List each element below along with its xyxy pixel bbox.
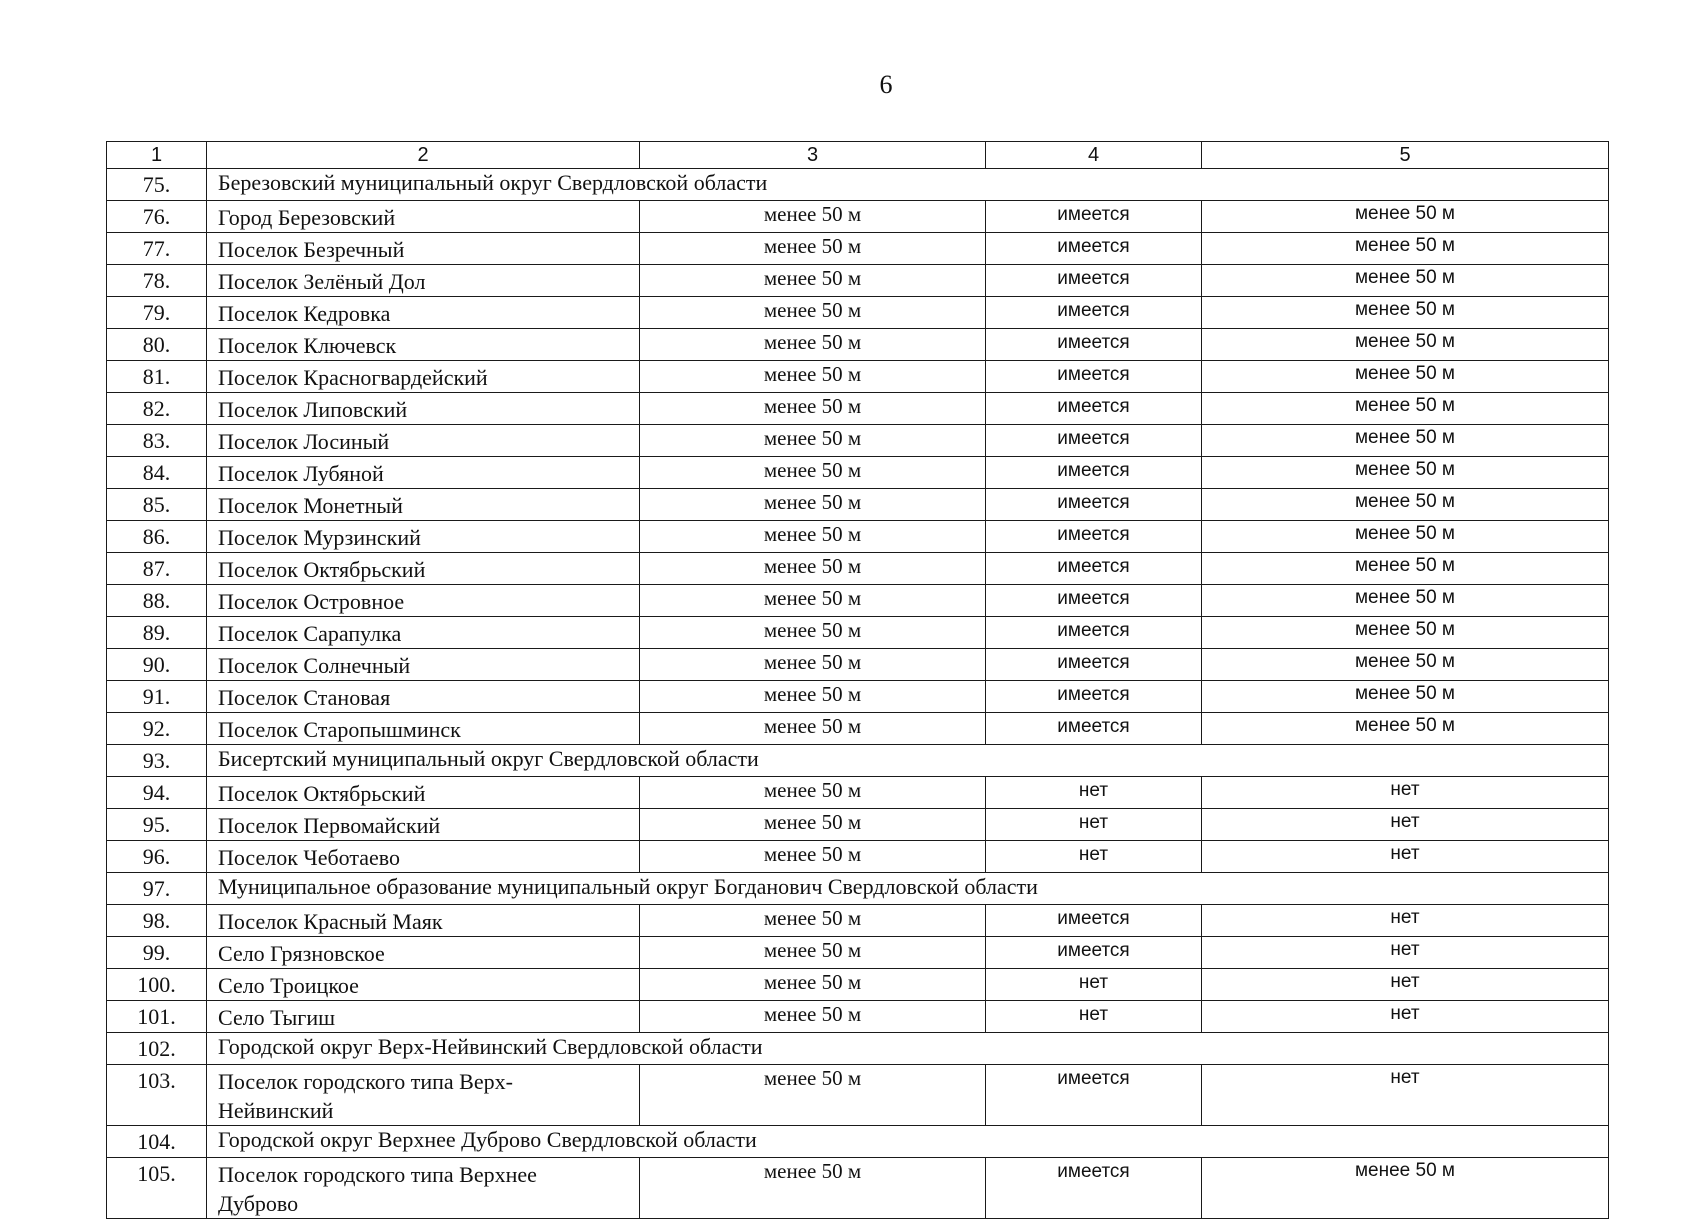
availability-value: имеется (986, 1065, 1202, 1126)
availability-value: имеется (986, 233, 1202, 265)
table-body (107, 142, 1609, 1219)
distance-value: менее 50 м (640, 521, 986, 553)
settlement-name: Поселок Красногвардейский (207, 361, 640, 393)
settlement-name: Поселок Становая (207, 681, 640, 713)
distance-value-2: менее 50 м (1202, 1158, 1609, 1219)
settlement-name: Поселок Ключевск (207, 329, 640, 361)
group-row (107, 169, 1609, 201)
availability-value: имеется (986, 457, 1202, 489)
distance-value: менее 50 м (640, 393, 986, 425)
row-number: 96. (107, 841, 207, 873)
availability-value: имеется (986, 585, 1202, 617)
row-number: 94. (107, 777, 207, 809)
distance-value-2: менее 50 м (1202, 713, 1609, 745)
group-title: Городской округ Верх-Нейвинский Свердловской области (207, 1033, 1609, 1065)
distance-value: менее 50 м (640, 233, 986, 265)
settlement-name: Поселок Лосиный (207, 425, 640, 457)
row-number: 86. (107, 521, 207, 553)
availability-value: нет (986, 777, 1202, 809)
availability-value: имеется (986, 553, 1202, 585)
settlement-name: Поселок Липовский (207, 393, 640, 425)
table-row (107, 841, 1609, 873)
row-number: 90. (107, 649, 207, 681)
settlement-name: Поселок Чеботаево (207, 841, 640, 873)
row-number: 80. (107, 329, 207, 361)
table-row (107, 777, 1609, 809)
settlement-name: Поселок Зелёный Дол (207, 265, 640, 297)
distance-value: менее 50 м (640, 265, 986, 297)
distance-value: менее 50 м (640, 1065, 986, 1126)
distance-value: менее 50 м (640, 649, 986, 681)
availability-value: имеется (986, 489, 1202, 521)
settlement-name: Село Троицкое (207, 969, 640, 1001)
distance-value-2: нет (1202, 1001, 1609, 1033)
column-header-2: 2 (207, 142, 640, 169)
availability-value: имеется (986, 649, 1202, 681)
group-row (107, 1126, 1609, 1158)
distance-value-2: менее 50 м (1202, 585, 1609, 617)
distance-value: менее 50 м (640, 425, 986, 457)
distance-value-2: менее 50 м (1202, 265, 1609, 297)
settlement-name: Село Тыгиш (207, 1001, 640, 1033)
availability-value: имеется (986, 201, 1202, 233)
distance-value: менее 50 м (640, 809, 986, 841)
availability-value: имеется (986, 393, 1202, 425)
column-header-3: 3 (640, 142, 986, 169)
settlement-name: Поселок Первомайский (207, 809, 640, 841)
table-row (107, 425, 1609, 457)
settlement-name: Поселок Октябрьский (207, 553, 640, 585)
settlement-name: Поселок Монетный (207, 489, 640, 521)
group-title: Городской округ Верхнее Дуброво Свердловской области (207, 1126, 1609, 1158)
distance-value-2: нет (1202, 777, 1609, 809)
settlement-name-line: Поселок городского типа Верхнее (218, 1162, 537, 1187)
distance-value-2: менее 50 м (1202, 457, 1609, 489)
row-number: 91. (107, 681, 207, 713)
distance-value: менее 50 м (640, 617, 986, 649)
settlement-name: Поселок Октябрьский (207, 777, 640, 809)
row-number: 79. (107, 297, 207, 329)
distance-value-2: менее 50 м (1202, 201, 1609, 233)
settlement-name: Город Березовский (207, 201, 640, 233)
availability-value: имеется (986, 361, 1202, 393)
table-row (107, 905, 1609, 937)
availability-value: имеется (986, 297, 1202, 329)
table-row (107, 617, 1609, 649)
distance-value: менее 50 м (640, 841, 986, 873)
settlement-name: Поселок Островное (207, 585, 640, 617)
settlement-name-line: Поселок городского типа Верх- (218, 1069, 513, 1094)
settlement-name: Поселок Сарапулка (207, 617, 640, 649)
settlement-name: Поселок Кедровка (207, 297, 640, 329)
distance-value-2: менее 50 м (1202, 361, 1609, 393)
row-number: 83. (107, 425, 207, 457)
row-number: 102. (107, 1033, 207, 1065)
distance-value: менее 50 м (640, 937, 986, 969)
availability-value: имеется (986, 425, 1202, 457)
distance-value-2: нет (1202, 937, 1609, 969)
table-header-row (107, 142, 1609, 169)
settlement-name (207, 1158, 640, 1219)
distance-value-2: менее 50 м (1202, 425, 1609, 457)
distance-value-2: нет (1202, 1065, 1609, 1126)
table-row (107, 969, 1609, 1001)
distance-value: менее 50 м (640, 553, 986, 585)
row-number: 77. (107, 233, 207, 265)
table-row (107, 681, 1609, 713)
distance-value: менее 50 м (640, 585, 986, 617)
distance-value-2: менее 50 м (1202, 681, 1609, 713)
table-row (107, 809, 1609, 841)
row-number: 76. (107, 201, 207, 233)
table-row (107, 649, 1609, 681)
row-number: 82. (107, 393, 207, 425)
table-row (107, 489, 1609, 521)
table-row (107, 393, 1609, 425)
availability-value: нет (986, 809, 1202, 841)
table-row (107, 265, 1609, 297)
distance-value-2: нет (1202, 969, 1609, 1001)
availability-value: имеется (986, 1158, 1202, 1219)
table-row (107, 1158, 1609, 1219)
distance-value: менее 50 м (640, 681, 986, 713)
distance-value: менее 50 м (640, 457, 986, 489)
distance-value: менее 50 м (640, 297, 986, 329)
availability-value: имеется (986, 713, 1202, 745)
distance-value-2: менее 50 м (1202, 233, 1609, 265)
distance-value: менее 50 м (640, 777, 986, 809)
settlement-name: Поселок Лубяной (207, 457, 640, 489)
row-number: 95. (107, 809, 207, 841)
settlement-name: Поселок Красный Маяк (207, 905, 640, 937)
table-row (107, 329, 1609, 361)
availability-value: нет (986, 969, 1202, 1001)
row-number: 85. (107, 489, 207, 521)
table-row (107, 937, 1609, 969)
table-row (107, 201, 1609, 233)
distance-value-2: менее 50 м (1202, 649, 1609, 681)
group-row (107, 1033, 1609, 1065)
row-number: 92. (107, 713, 207, 745)
settlement-name: Село Грязновское (207, 937, 640, 969)
table-row (107, 457, 1609, 489)
row-number: 99. (107, 937, 207, 969)
row-number: 78. (107, 265, 207, 297)
availability-value: имеется (986, 521, 1202, 553)
distance-value: менее 50 м (640, 361, 986, 393)
distance-value-2: менее 50 м (1202, 489, 1609, 521)
availability-value: имеется (986, 937, 1202, 969)
table-row (107, 585, 1609, 617)
availability-value: нет (986, 1001, 1202, 1033)
availability-value: нет (986, 841, 1202, 873)
row-number: 100. (107, 969, 207, 1001)
row-number: 87. (107, 553, 207, 585)
row-number: 84. (107, 457, 207, 489)
row-number: 81. (107, 361, 207, 393)
column-header-4: 4 (986, 142, 1202, 169)
group-title: Бисертский муниципальный округ Свердловской области (207, 745, 1609, 777)
distance-value-2: менее 50 м (1202, 393, 1609, 425)
table-row (107, 297, 1609, 329)
distance-value-2: менее 50 м (1202, 521, 1609, 553)
table-row (107, 713, 1609, 745)
settlement-name (207, 1065, 640, 1126)
row-number: 97. (107, 873, 207, 905)
row-number: 89. (107, 617, 207, 649)
group-title: Березовский муниципальный округ Свердловской области (207, 169, 1609, 201)
page-number: 6 (879, 70, 893, 99)
settlements-table (106, 141, 1609, 1219)
row-number: 105. (107, 1158, 207, 1219)
distance-value-2: нет (1202, 905, 1609, 937)
table-row (107, 1001, 1609, 1033)
distance-value-2: менее 50 м (1202, 553, 1609, 585)
distance-value-2: нет (1202, 809, 1609, 841)
availability-value: имеется (986, 681, 1202, 713)
row-number: 88. (107, 585, 207, 617)
table-row (107, 361, 1609, 393)
availability-value: имеется (986, 905, 1202, 937)
distance-value: менее 50 м (640, 489, 986, 521)
distance-value: менее 50 м (640, 1001, 986, 1033)
distance-value-2: нет (1202, 841, 1609, 873)
group-row (107, 745, 1609, 777)
distance-value: менее 50 м (640, 201, 986, 233)
distance-value-2: менее 50 м (1202, 297, 1609, 329)
group-title: Муниципальное образование муниципальный округ Богданович Свердловской области (207, 873, 1609, 905)
table-row (107, 1065, 1609, 1126)
settlement-name-line: Нейвинский (218, 1098, 334, 1123)
row-number: 98. (107, 905, 207, 937)
distance-value: менее 50 м (640, 905, 986, 937)
settlement-name: Поселок Безречный (207, 233, 640, 265)
distance-value: менее 50 м (640, 1158, 986, 1219)
row-number: 104. (107, 1126, 207, 1158)
distance-value: менее 50 м (640, 329, 986, 361)
group-row (107, 873, 1609, 905)
settlement-name: Поселок Мурзинский (207, 521, 640, 553)
distance-value-2: менее 50 м (1202, 617, 1609, 649)
availability-value: имеется (986, 265, 1202, 297)
distance-value: менее 50 м (640, 713, 986, 745)
table-row (107, 233, 1609, 265)
availability-value: имеется (986, 329, 1202, 361)
row-number: 103. (107, 1065, 207, 1126)
table-row (107, 553, 1609, 585)
column-header-5: 5 (1202, 142, 1609, 169)
column-header-1: 1 (107, 142, 207, 169)
row-number: 93. (107, 745, 207, 777)
distance-value: менее 50 м (640, 969, 986, 1001)
settlement-name: Поселок Солнечный (207, 649, 640, 681)
settlement-name-line: Дуброво (218, 1191, 299, 1216)
distance-value-2: менее 50 м (1202, 329, 1609, 361)
table-row (107, 521, 1609, 553)
settlement-name: Поселок Старопышминск (207, 713, 640, 745)
availability-value: имеется (986, 617, 1202, 649)
row-number: 75. (107, 169, 207, 201)
row-number: 101. (107, 1001, 207, 1033)
